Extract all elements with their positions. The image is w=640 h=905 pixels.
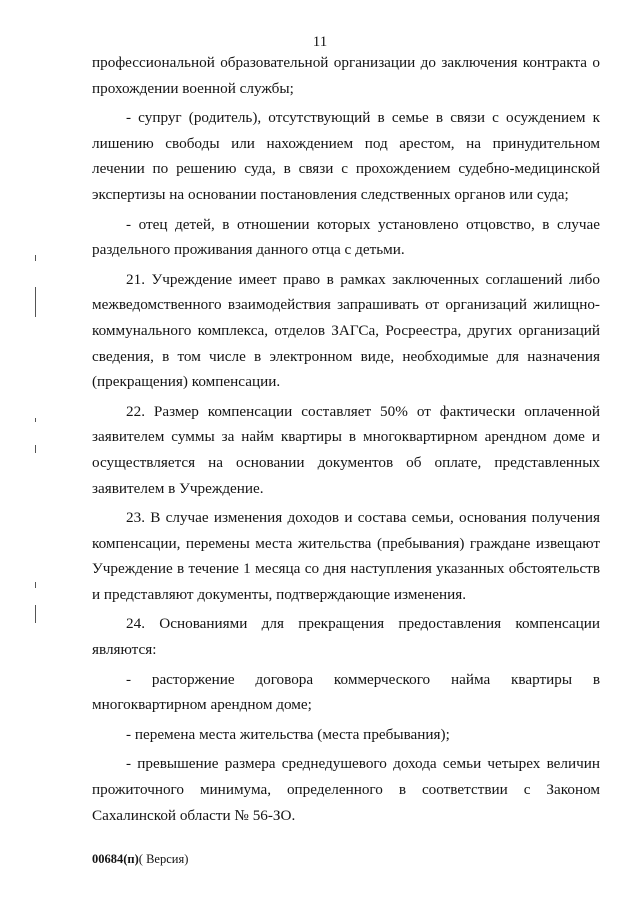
list-item-contract-termination: - расторжение договора коммерческого найма квартиры в многоквартирном арендном доме; [92,670,600,714]
scan-margin-mark [35,605,36,623]
list-item-income-excess: - превышение размера среднедушевого дохода семьи четырех величин прожиточного минимума, определенного в соответствии с Законом Сахалинской области № 56-ЗО. [92,755,600,824]
paragraph-military-service: профессиональной образовательной организации до заключения контракта о прохождении военной службы; [92,54,600,97]
scan-margin-mark [35,255,36,261]
paragraph-clause-23: 23. В случае изменения доходов и состава семьи, основания получения компенсации, перемены места жительства (пребывания) граждане извещают Учреждение в течение 1 месяца со дня наступления указанных обстоятельств и представляют документы, подтверждающие изменения. [92,509,600,603]
document-version: ( Версия) [138,852,189,866]
page-number: 11 [312,34,328,50]
scan-margin-mark [35,445,36,453]
paragraph-clause-21: 21. Учреждение имеет право в рамках заключенных соглашений либо межведомственного взаимодействия запрашивать от организаций жилищно-коммунального комплекса, отделов ЗАГСа, Росреестра, других организаций сведения, в том числе в электронном виде, необходимые для назначения (прекращения) компенсации. [92,270,600,391]
document-code: 00684(п) [92,852,139,866]
document-footer [92,852,188,867]
scan-margin-mark [35,582,36,588]
paragraph-clause-22: 22. Размер компенсации составляет 50% от фактически оплаченной заявителем суммы за найм квартиры в многоквартирном арендном доме и осуществляется на основании документов об оплате, представленных заявителем в Учреждение. [92,402,600,497]
paragraph-clause-24: 24. Основаниями для прекращения предоставления компенсации являются: [92,615,600,659]
list-item-residence-change: - перемена места жительства (места пребывания); [126,725,450,743]
document-body [92,50,600,828]
paragraph-father-paternity: - отец детей, в отношении которых установлено отцовство, в случае раздельного проживания данного отца с детьми. [92,215,600,259]
scan-margin-mark [35,287,36,317]
paragraph-spouse-absent: - супруг (родитель), отсутствующий в семье в связи с осуждением к лишению свободы или нахождением под арестом, на принудительном лечении по решению суда, в связи с прохождением судебно-медицинской экспертизы на основании постановления следственных органов или суда; [92,109,600,203]
scan-margin-mark [35,418,36,422]
